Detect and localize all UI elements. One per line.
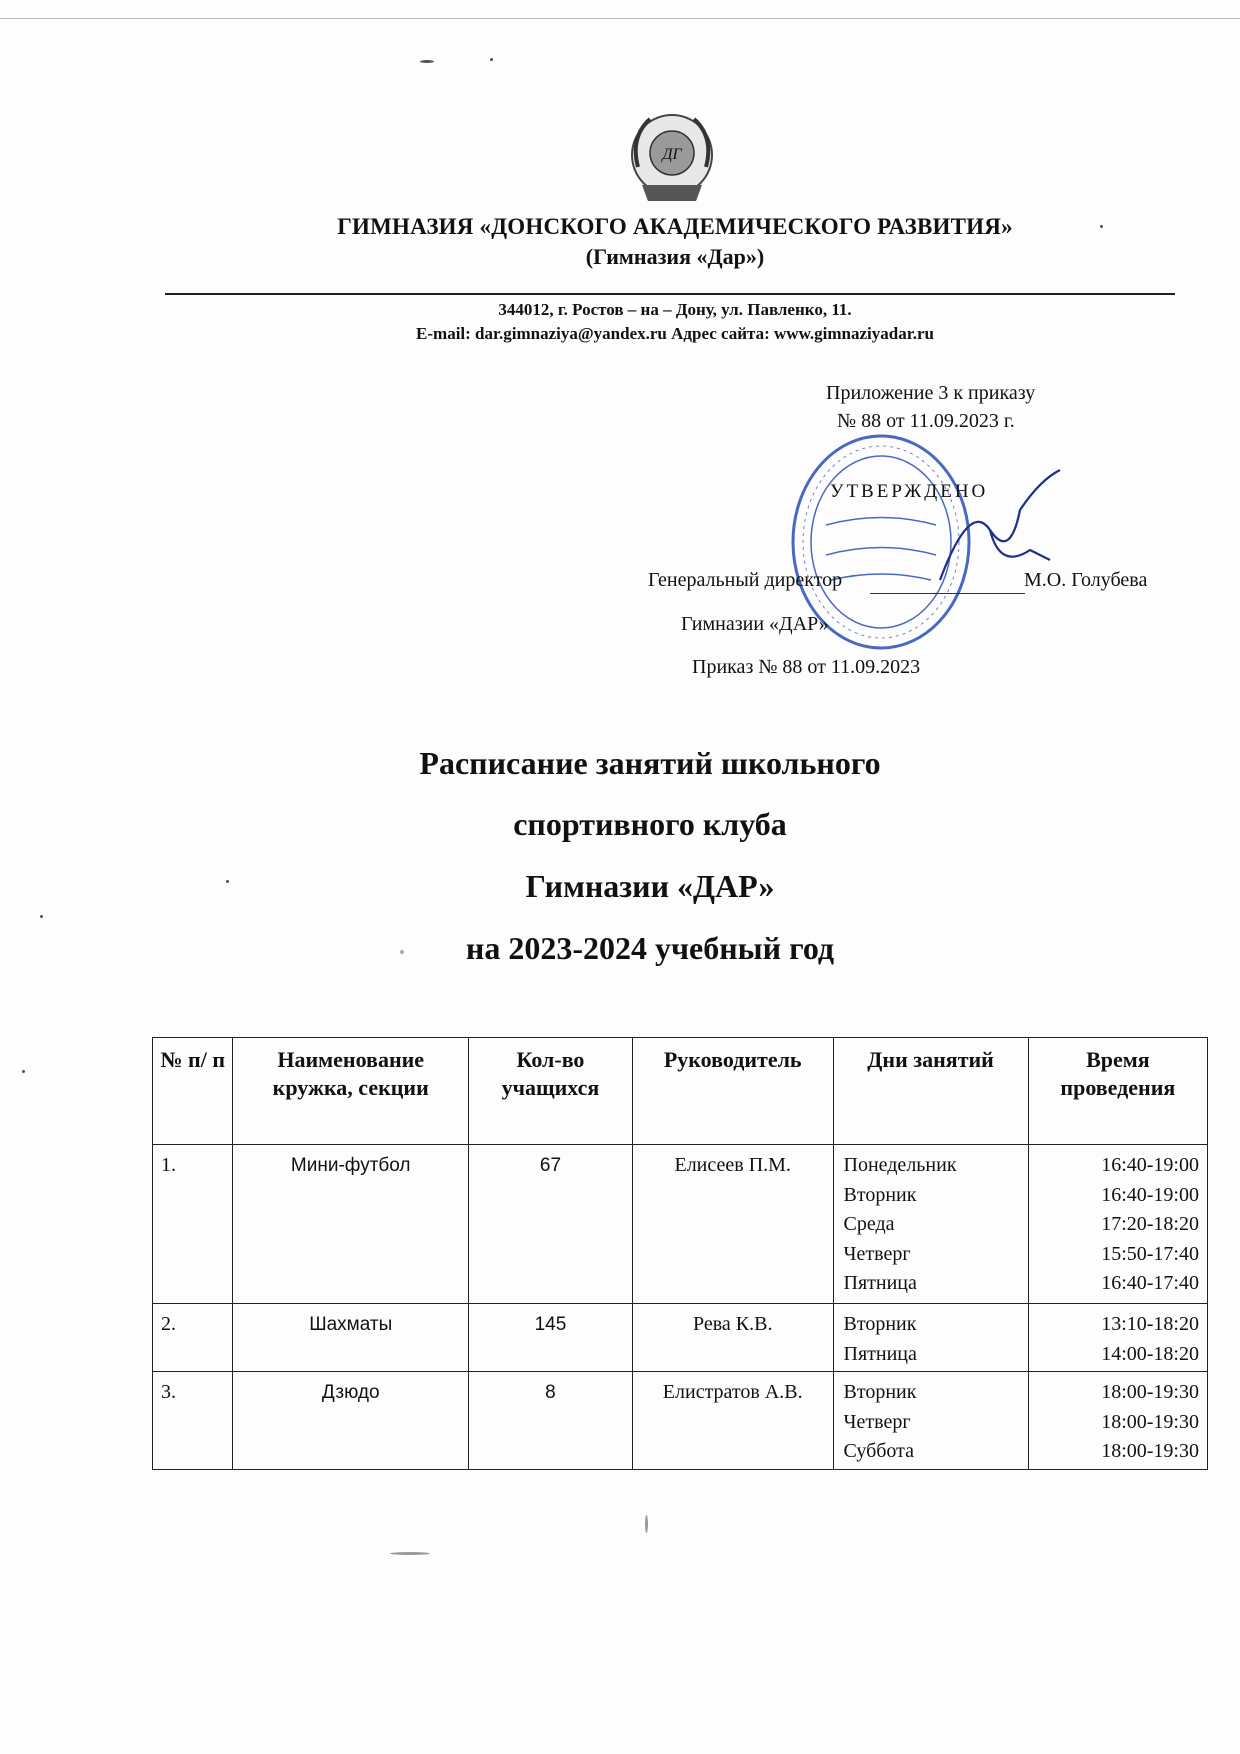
time-item: 15:50-17:40 [1101, 1242, 1199, 1265]
row-days [833, 1304, 1028, 1372]
time-item: 18:00-19:30 [1101, 1410, 1199, 1433]
attachment-line-1: Приложение 3 к приказу [826, 382, 1036, 404]
time-item: 16:40-19:00 [1101, 1154, 1199, 1176]
time-item: 16:40-17:40 [1101, 1272, 1199, 1294]
signature-line [870, 593, 1025, 594]
day-item: Понедельник [843, 1154, 957, 1176]
table-header-row [153, 1038, 1208, 1145]
row-section-name: Дзюдо [233, 1372, 469, 1470]
row-section-name: Мини-футбол [233, 1145, 469, 1304]
order-label: Приказ № 88 от 11.09.2023 [692, 656, 921, 678]
row-times [1028, 1145, 1207, 1304]
time-item: 18:00-19:30 [1101, 1381, 1199, 1403]
row-num: 3. [153, 1372, 233, 1470]
doc-title-line-2: спортивного клуба [513, 806, 787, 842]
gymnasium-label: Гимназии «ДАР» [681, 613, 829, 635]
org-contacts: E-mail: dar.gimnaziya@yandex.ru Адрес сайта: www.gimnaziyadar.ru [416, 324, 934, 343]
time-item: 17:20-18:20 [1101, 1213, 1199, 1235]
scan-speck [490, 58, 493, 61]
day-item: Четверг [843, 1410, 911, 1433]
row-num: 2. [153, 1304, 233, 1372]
row-days [833, 1372, 1028, 1470]
day-item: Вторник [843, 1183, 917, 1206]
scan-edge-line [0, 18, 1240, 19]
time-item: 14:00-18:20 [1101, 1342, 1199, 1365]
org-title: ГИМНАЗИЯ «ДОНСКОГО АКАДЕМИЧЕСКОГО РАЗВИТИЯ» [337, 214, 1013, 239]
time-item: 13:10-18:20 [1101, 1313, 1199, 1335]
director-label: Генеральный директор [648, 569, 843, 591]
col-header-name: Наименование кружка, секции [233, 1038, 469, 1145]
table-row [153, 1145, 1208, 1304]
time-item: 16:40-19:00 [1101, 1183, 1199, 1206]
row-leader: Елисеев П.М. [632, 1145, 833, 1304]
scan-speck [645, 1515, 648, 1533]
scan-speck [390, 1552, 430, 1555]
row-leader: Елистратов А.В. [632, 1372, 833, 1470]
day-item: Четверг [843, 1242, 911, 1265]
schedule-table [152, 1037, 1208, 1470]
day-item: Пятница [843, 1342, 917, 1365]
scan-speck [226, 880, 229, 883]
col-header-leader: Руководитель [632, 1038, 833, 1145]
col-header-days: Дни занятий [833, 1038, 1028, 1145]
col-header-num: № п/ п [153, 1038, 233, 1145]
header-divider [165, 293, 1175, 295]
day-item: Пятница [843, 1272, 917, 1294]
col-header-count: Кол-во учащихся [469, 1038, 633, 1145]
row-days [833, 1145, 1028, 1304]
scan-speck [22, 1070, 25, 1073]
day-item: Вторник [843, 1381, 917, 1403]
scan-speck [40, 915, 43, 918]
row-student-count: 67 [469, 1145, 633, 1304]
table-row [153, 1304, 1208, 1372]
time-item: 18:00-19:30 [1101, 1440, 1199, 1462]
row-student-count: 145 [469, 1304, 633, 1372]
row-leader: Рева К.В. [632, 1304, 833, 1372]
doc-title-line-4: на 2023-2024 учебный год [465, 930, 835, 966]
row-num: 1. [153, 1145, 233, 1304]
doc-title-line-3: Гимназии «ДАР» [525, 868, 775, 904]
scan-speck [420, 60, 434, 63]
table-row [153, 1372, 1208, 1470]
org-short-name: (Гимназия «Дар») [585, 244, 765, 269]
svg-text:ДГ: ДГ [662, 146, 682, 163]
attachment-line-2: № 88 от 11.09.2023 г. [837, 410, 1015, 432]
director-name: М.О. Голубева [1024, 569, 1148, 591]
col-header-time: Время проведения [1028, 1038, 1207, 1145]
row-student-count: 8 [469, 1372, 633, 1470]
day-item: Суббота [843, 1440, 915, 1462]
org-address: 344012, г. Ростов – на – Дону, ул. Павленко, 11. [498, 300, 852, 319]
doc-title-line-1: Расписание занятий школьного [419, 745, 881, 781]
row-times [1028, 1304, 1207, 1372]
day-item: Среда [843, 1213, 895, 1235]
row-section-name: Шахматы [233, 1304, 469, 1372]
day-item: Вторник [843, 1313, 917, 1335]
row-times [1028, 1372, 1207, 1470]
gymnasium-logo-icon [620, 107, 725, 212]
approved-stamp-label: УТВЕРЖДЕНО [830, 481, 989, 502]
